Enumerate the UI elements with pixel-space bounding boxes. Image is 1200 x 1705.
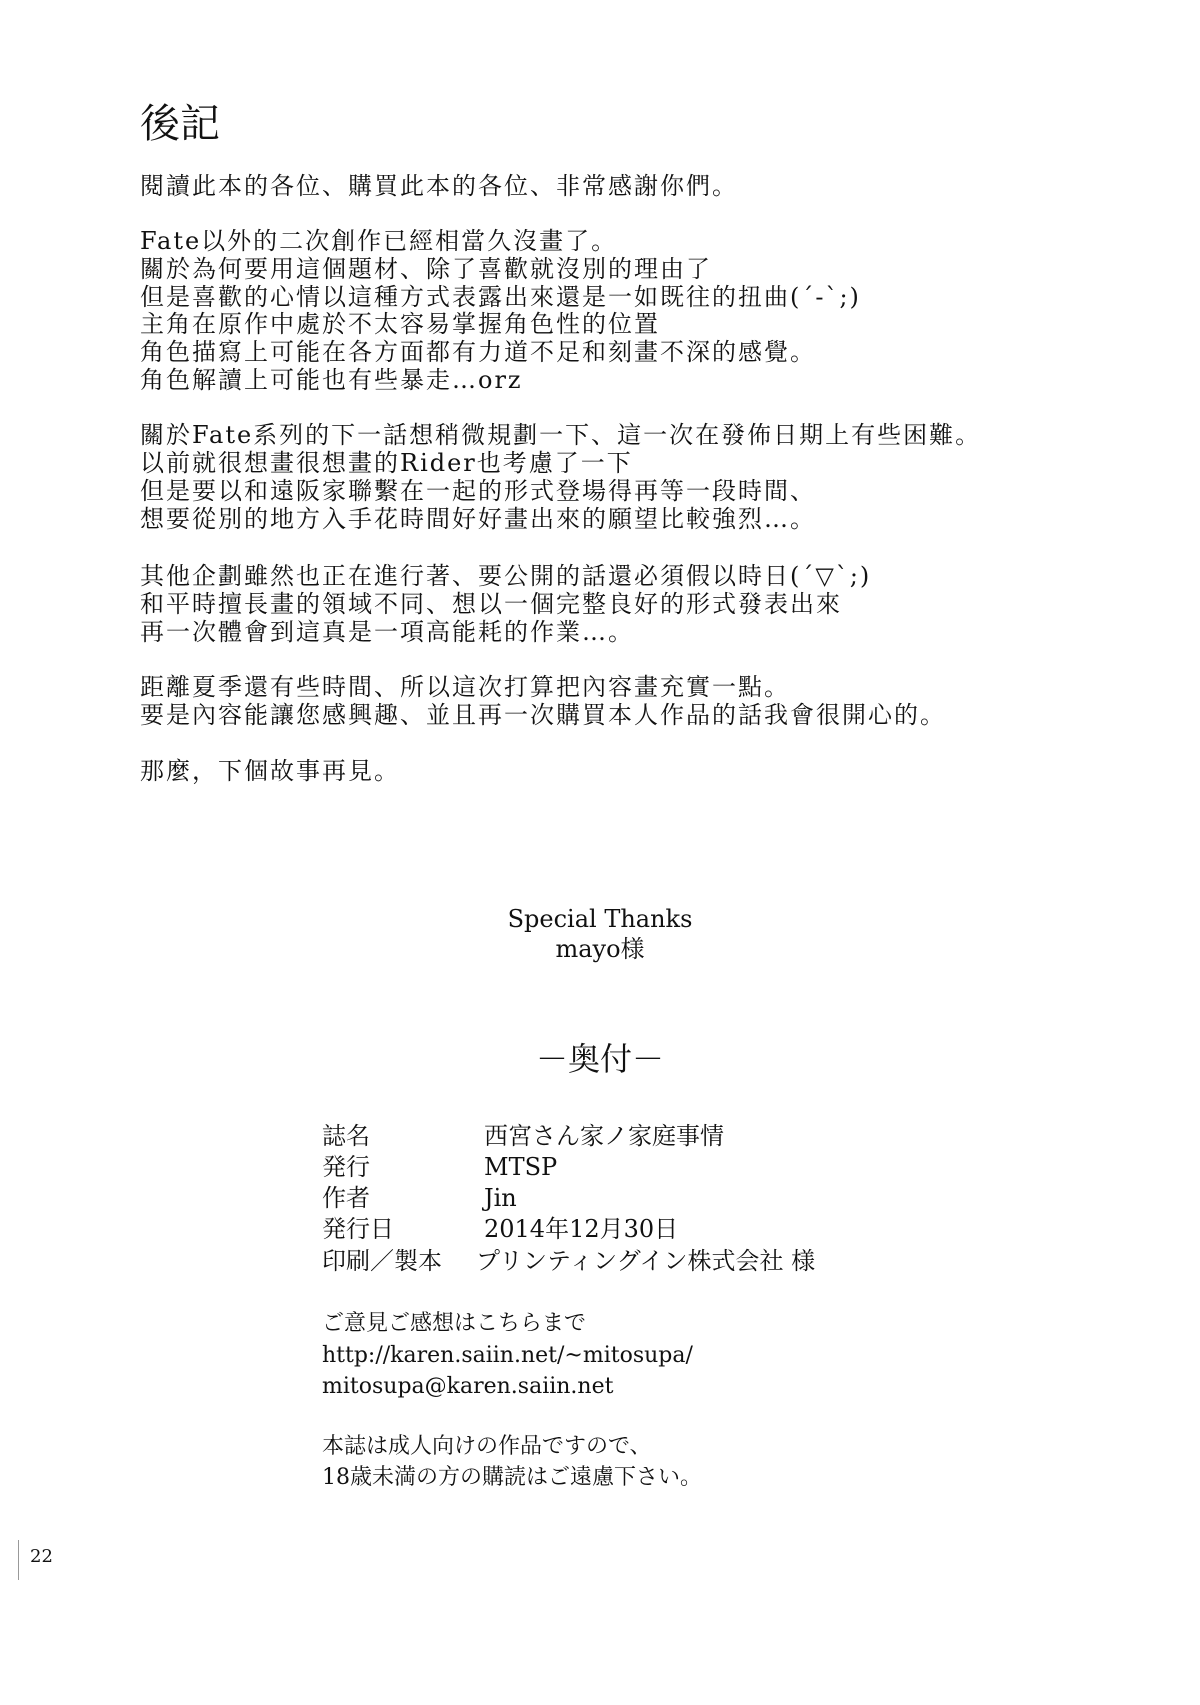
page-edge-line bbox=[18, 1540, 19, 1580]
colophon-label: 作者 bbox=[322, 1184, 370, 1212]
notice-line: 本誌は成人向けの作品ですので、 bbox=[322, 1434, 652, 1459]
body-line: 但是要以和遠阪家聯繫在一起的形式登場得再等一段時間、 bbox=[140, 477, 816, 505]
colophon-value: プリンティングイン株式会社 様 bbox=[476, 1247, 816, 1275]
body-line: 要是內容能讓您感興趣、並且再一次購買本人作品的話我會很開心的。 bbox=[140, 701, 946, 729]
contact-line: ご意見ご感想はこちらまで bbox=[322, 1311, 587, 1336]
body-line: 關於為何要用這個題材、除了喜歡就沒別的理由了 bbox=[140, 255, 712, 283]
contact-url: http://karen.saiin.net/~mitosupa/ bbox=[322, 1343, 693, 1368]
colophon-value: 西宮さん家ノ家庭事情 bbox=[484, 1122, 724, 1150]
body-line: Fate以外的二次創作已經相當久沒畫了。 bbox=[140, 227, 618, 255]
colophon-label: 発行日 bbox=[322, 1215, 394, 1243]
body-line: 角色解讀上可能也有些暴走…orz bbox=[140, 366, 523, 394]
colophon-value: MTSP bbox=[484, 1153, 558, 1181]
contact-email: mitosupa@karen.saiin.net bbox=[322, 1374, 614, 1399]
colophon-value: 2014年12月30日 bbox=[484, 1215, 679, 1243]
body-line: 閱讀此本的各位、購買此本的各位、非常感謝你們。 bbox=[140, 172, 738, 200]
special-thanks-name: mayo様 bbox=[555, 935, 645, 963]
notice-line: 18歳未満の方の購読はご遠慮下さい。 bbox=[322, 1465, 702, 1490]
colophon-label: 印刷／製本 bbox=[322, 1247, 442, 1275]
page-title: 後記 bbox=[140, 101, 220, 147]
body-line: 想要從別的地方入手花時間好好畫出來的願望比較強烈…。 bbox=[140, 505, 816, 533]
body-line: 再一次體會到這真是一項高能耗的作業…。 bbox=[140, 618, 634, 646]
special-thanks-heading: Special Thanks bbox=[507, 905, 693, 933]
body-line: 以前就很想畫很想畫的Rider也考慮了一下 bbox=[140, 449, 633, 477]
body-line: 和平時擅長畫的領域不同、想以一個完整良好的形式發表出來 bbox=[140, 590, 842, 618]
page-number: 22 bbox=[30, 1546, 53, 1567]
body-line: 但是喜歡的心情以這種方式表露出來還是一如既往的扭曲(´-`;) bbox=[140, 283, 861, 311]
body-line: 角色描寫上可能在各方面都有力道不足和刻畫不深的感覺。 bbox=[140, 338, 816, 366]
body-line: 那麼，下個故事再見。 bbox=[140, 757, 400, 785]
colophon-value: Jin bbox=[484, 1184, 517, 1212]
colophon-label: 誌名 bbox=[322, 1122, 370, 1150]
body-line: 關於Fate系列的下一話想稍微規劃一下、這一次在發佈日期上有些困難。 bbox=[140, 421, 982, 449]
body-line: 主角在原作中處於不太容易掌握角色性的位置 bbox=[140, 310, 660, 338]
colophon-heading: －奥付－ bbox=[535, 1040, 664, 1078]
body-line: 其他企劃雖然也正在進行著、要公開的話還必須假以時日(´▽`;) bbox=[140, 562, 872, 590]
body-line: 距離夏季還有些時間、所以這次打算把內容畫充實一點。 bbox=[140, 673, 790, 701]
colophon-label: 発行 bbox=[322, 1153, 370, 1181]
